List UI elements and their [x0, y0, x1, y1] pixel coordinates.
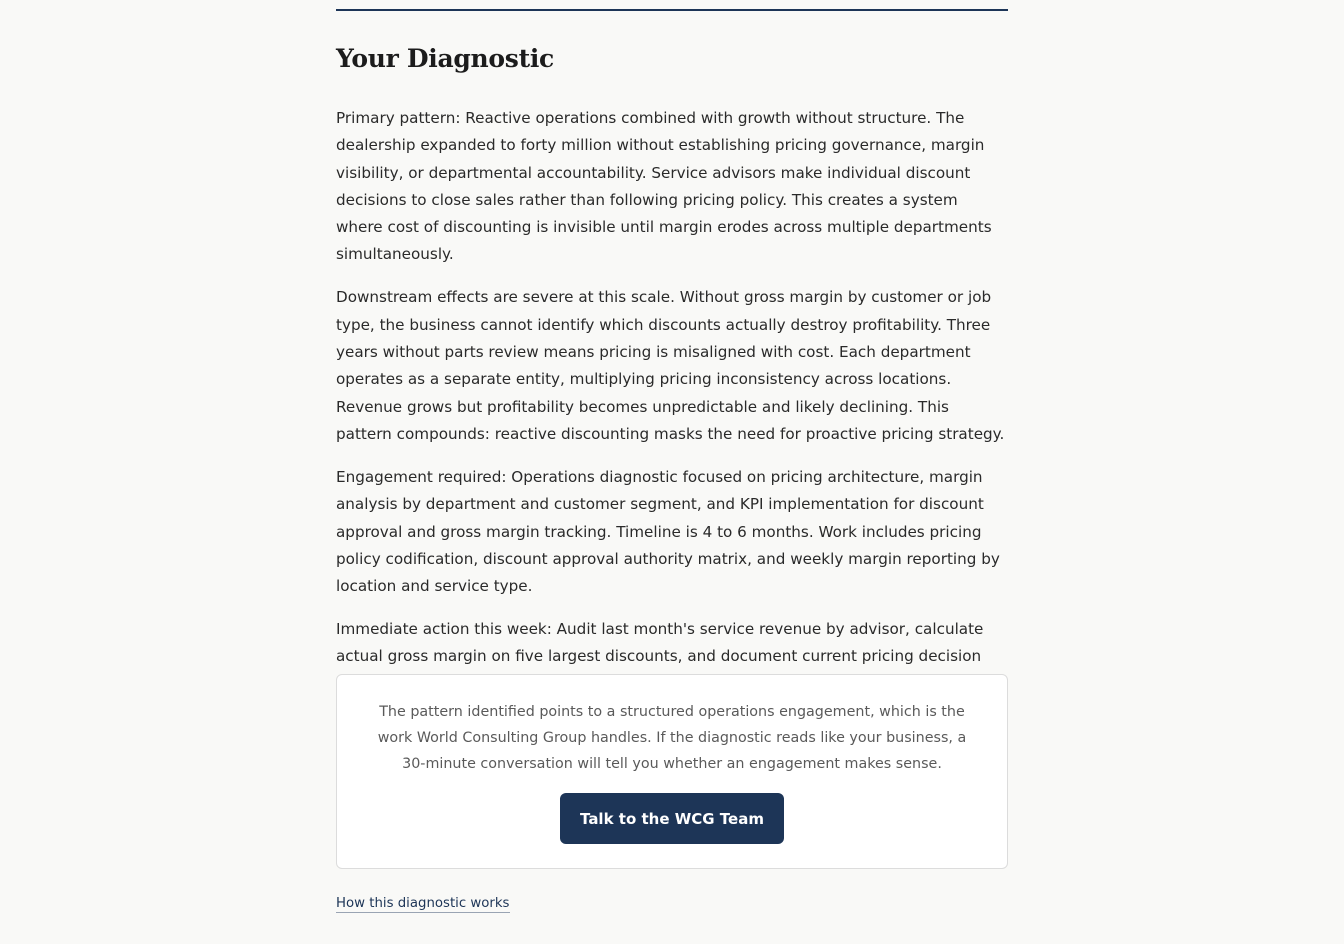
paragraph-primary-pattern: Primary pattern: Reactive operations combined with growth without structure. The dealership expanded to forty million without establishing pricing governance, margin visibility, or departmental accountability. Service advisors make individual discount decisions to close sales rather than following pricing policy. This creates a system where cost of discounting is invisible until margin erodes across multiple departments simultaneously. [336, 109, 992, 264]
page-title: Your Diagnostic [336, 44, 554, 73]
paragraph-downstream-effects: Downstream effects are severe at this scale. Without gross margin by customer or job type, the business cannot identify which discounts actually destroy profitability. Three years without parts review means pricing is misaligned with cost. Each department operates as a separate entity, multiplying pricing inconsistency across locations. Revenue grows but profitability becomes unpredictable and likely declining. This pattern compounds: reactive discounting masks the need for proactive pricing strategy. [336, 288, 1005, 443]
paragraph-immediate-action: Immediate action this week: Audit last month's service revenue by advisor, calculate actual gross margin on five largest discounts, and document current pricing decision [336, 620, 984, 666]
talk-to-team-button[interactable]: Talk to the WCG Team [560, 793, 784, 844]
cta-text: The pattern identified points to a structured operations engagement, which is the work World Consulting Group handles. If the diagnostic reads like your business, a 30-minute conversation will tell you whether an engagement makes sense. [377, 704, 967, 772]
cta-card [336, 674, 1008, 869]
paragraph-engagement-required: Engagement required: Operations diagnostic focused on pricing architecture, margin analysis by department and customer segment, and KPI implementation for discount approval and gross margin tracking. Timeline is 4 to 6 months. Work includes pricing policy codification, discount approval authority matrix, and weekly margin reporting by location and service type. [336, 467, 1000, 596]
diagnostic-body [336, 105, 1008, 714]
how-diagnostic-works-link[interactable]: How this diagnostic works [336, 896, 510, 911]
top-divider [336, 9, 1008, 11]
